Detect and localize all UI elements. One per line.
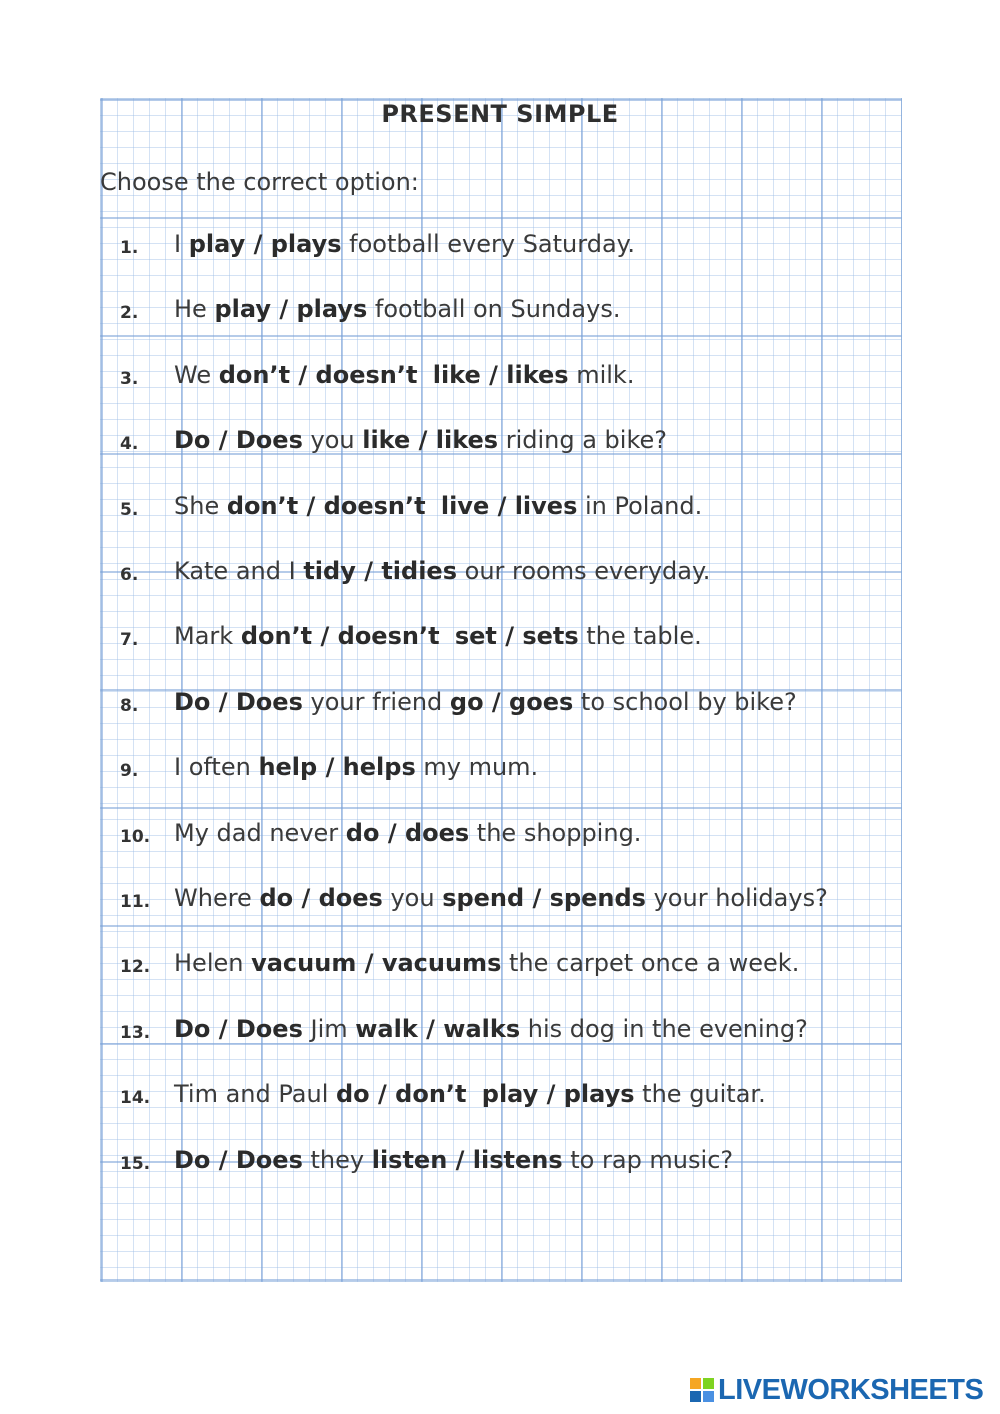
item-number: 6. xyxy=(120,565,139,585)
answer-options[interactable]: do / does xyxy=(345,818,470,847)
sentence-text: you xyxy=(302,426,363,455)
answer-options[interactable]: live / lives xyxy=(440,491,578,520)
item-number: 8. xyxy=(120,695,139,716)
item-sentence xyxy=(174,295,620,323)
answer-options[interactable]: don’t / doesn’t xyxy=(226,491,426,520)
sentence-text: to rap music? xyxy=(562,1145,734,1174)
answer-options[interactable]: help / helps xyxy=(258,753,416,782)
sentence-text: your friend xyxy=(302,687,450,716)
item-sentence xyxy=(174,492,702,520)
item-sentence xyxy=(174,884,828,912)
item-sentence xyxy=(174,753,538,781)
sentence-text: Helen xyxy=(174,949,252,978)
sentence-text: riding a bike? xyxy=(498,426,668,455)
item-sentence xyxy=(174,1146,733,1174)
item-number: 9. xyxy=(120,761,139,782)
answer-options[interactable]: don’t / doesn’t xyxy=(240,622,440,651)
answer-options[interactable]: vacuum / vacuums xyxy=(251,949,502,978)
answer-options[interactable]: like / likes xyxy=(362,426,499,455)
item-sentence xyxy=(174,1080,766,1108)
page-title: PRESENT SIMPLE xyxy=(381,100,619,128)
item-sentence xyxy=(174,949,799,977)
sentence-text: My dad never xyxy=(174,818,346,847)
answer-options[interactable]: Do / Does xyxy=(174,1014,303,1043)
sentence-text: football every Saturday. xyxy=(341,230,636,258)
sentence-text: his dog in the evening? xyxy=(520,1014,808,1043)
item-sentence xyxy=(174,230,635,258)
answer-options[interactable]: do / don’t xyxy=(336,1080,467,1109)
sentence-text: I xyxy=(174,230,189,258)
answer-options[interactable]: Do / Does xyxy=(174,1145,303,1174)
item-sentence xyxy=(174,1015,808,1043)
sentence-text: Mark xyxy=(174,622,241,651)
answer-options[interactable]: play / plays xyxy=(481,1080,635,1109)
answer-options[interactable]: listen / listens xyxy=(371,1145,563,1174)
sentence-text: the shopping. xyxy=(469,818,642,847)
item-number: 13. xyxy=(120,1022,151,1043)
answer-options[interactable]: go / goes xyxy=(449,687,574,716)
sentence-text: in Poland. xyxy=(577,491,703,520)
item-sentence xyxy=(174,819,641,847)
answer-options[interactable]: play / plays xyxy=(188,230,342,258)
sentence-text xyxy=(440,622,455,650)
item-number: 12. xyxy=(120,957,151,978)
answer-options[interactable]: don’t / doesn’t xyxy=(218,360,418,389)
sentence-text: Kate and I xyxy=(174,557,304,585)
answer-options[interactable]: Do / Does xyxy=(174,687,303,716)
answer-options[interactable]: walk / walks xyxy=(355,1014,521,1043)
answer-options[interactable]: Do / Does xyxy=(174,426,303,455)
sentence-text: milk. xyxy=(568,360,635,389)
logo-text: LIVEWORKSHEETS xyxy=(718,1373,984,1406)
item-sentence xyxy=(174,622,702,650)
sentence-text: He xyxy=(174,295,215,324)
item-sentence xyxy=(174,361,634,389)
sentence-text: the carpet once a week. xyxy=(501,949,800,978)
item-sentence xyxy=(174,688,797,716)
item-number: 10. xyxy=(120,826,151,847)
sentence-text: my mum. xyxy=(415,753,539,782)
sentence-text: to school by bike? xyxy=(573,687,797,716)
sentence-text: I often xyxy=(174,753,259,782)
sentence-text xyxy=(417,361,432,389)
item-number: 4. xyxy=(120,434,139,455)
instruction: Choose the correct option: xyxy=(100,168,419,196)
sentence-text: your holidays? xyxy=(645,884,828,912)
sentence-text: you xyxy=(382,884,443,912)
item-number: 15. xyxy=(120,1153,151,1174)
answer-options[interactable]: play / plays xyxy=(214,295,368,324)
item-sentence xyxy=(174,557,710,585)
answer-options[interactable]: spend / spends xyxy=(442,884,646,912)
item-number: 5. xyxy=(120,499,139,520)
item-number: 11. xyxy=(120,892,151,912)
item-number: 1. xyxy=(120,238,139,258)
sentence-text: our rooms everyday. xyxy=(457,557,711,585)
item-number: 7. xyxy=(120,630,139,651)
sentence-text: We xyxy=(174,360,219,389)
sentence-text: football on Sundays. xyxy=(367,295,621,324)
item-number: 14. xyxy=(120,1088,151,1109)
item-sentence xyxy=(174,426,667,454)
sentence-text: the guitar. xyxy=(634,1080,766,1109)
answer-options[interactable]: do / does xyxy=(259,884,383,912)
item-number: 3. xyxy=(120,368,139,389)
answer-options[interactable]: like / likes xyxy=(432,360,569,389)
sentence-text: Where xyxy=(174,884,260,912)
liveworksheets-logo xyxy=(690,1372,983,1408)
sentence-text: Tim and Paul xyxy=(174,1080,336,1109)
sentence-text: the table. xyxy=(578,622,702,651)
liveworksheets-logo-icon xyxy=(690,1378,714,1402)
answer-options[interactable]: set / sets xyxy=(454,622,579,651)
sentence-text: Jim xyxy=(302,1014,356,1043)
sentence-text xyxy=(467,1080,482,1108)
item-number: 2. xyxy=(120,303,139,324)
sentence-text xyxy=(426,492,441,520)
sentence-text: they xyxy=(302,1145,372,1174)
answer-options[interactable]: tidy / tidies xyxy=(303,557,457,585)
sentence-text: She xyxy=(174,491,227,520)
